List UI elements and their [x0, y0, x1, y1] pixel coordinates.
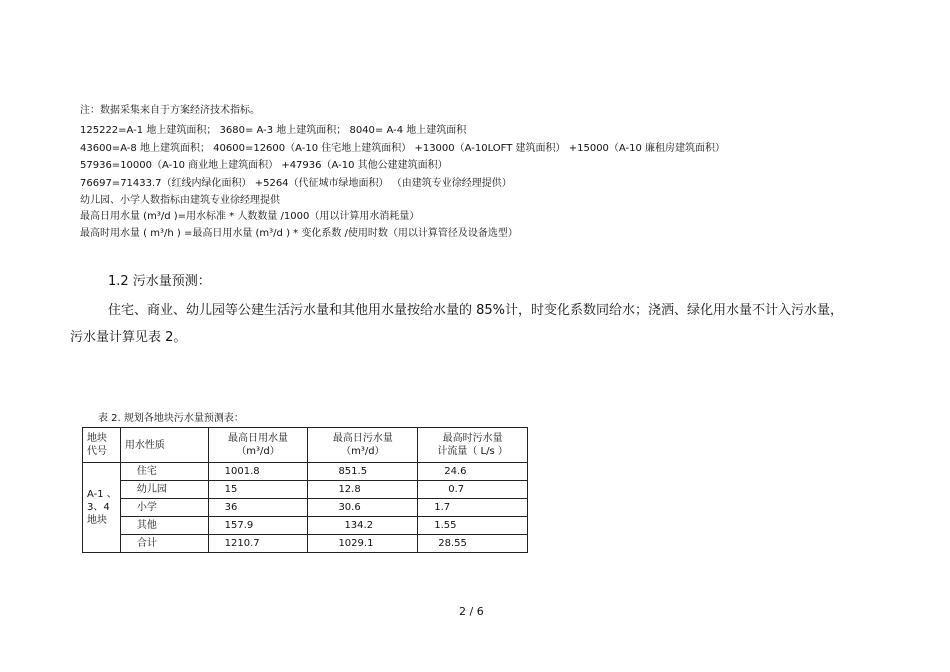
- note-line-8: 最高时用水量 ( m³/h ) =最高日用水量 (m³/d ) * 变化系数 /使用时数（用以计算管径及设备选型）: [80, 228, 518, 239]
- table-cell: 1210.7: [208, 535, 308, 553]
- table-row: [83, 517, 528, 535]
- block-code-line-3: 地块: [87, 515, 107, 526]
- note-line-4: 57936=10000（A-10 商业地上建筑面积） +47936（A-10 其他公建建筑面积）: [80, 160, 448, 171]
- header-max-daily-sewage-line-1: 最高日污水量: [332, 433, 393, 444]
- header-max-daily-water-line-1: 最高日用水量: [228, 433, 289, 444]
- note-line-1: 注：数据采集来自于方案经济技术指标。: [80, 105, 260, 116]
- table-cell: 30.6: [308, 499, 418, 517]
- block-code-cell: [83, 463, 121, 553]
- table-cell: 0.7: [418, 481, 528, 499]
- table-cell: 1001.8: [208, 463, 308, 481]
- table-cell: 24.6: [418, 463, 528, 481]
- table-cell: 134.2: [308, 517, 418, 535]
- header-block-code: [83, 428, 121, 463]
- table-cell: 851.5: [308, 463, 418, 481]
- table-cell: 幼儿园: [120, 481, 208, 499]
- page-number: 2 / 6: [459, 605, 484, 618]
- header-max-hourly-sewage: [418, 428, 528, 463]
- table-row: [83, 499, 528, 517]
- table-cell: 1.7: [418, 499, 528, 517]
- header-max-daily-sewage: [308, 428, 418, 463]
- table-cell: 小学: [120, 499, 208, 517]
- header-water-use-type: 用水性质: [120, 428, 208, 463]
- note-line-5: 76697=71433.7（红线内绿化面积） +5264（代征城市绿地面积） （由建筑专业徐经理提供）: [80, 178, 512, 189]
- note-line-2: 125222=A-1 地上建筑面积； 3680= A-3 地上建筑面积； 8040= A-4 地上建筑面积: [80, 125, 467, 136]
- section-heading: 1.2 污水量预测：: [108, 274, 211, 289]
- table-row: [83, 463, 528, 481]
- header-max-daily-sewage-line-2: （m³/d）: [341, 446, 385, 457]
- table-cell: 28.55: [418, 535, 528, 553]
- table-cell: 36: [208, 499, 308, 517]
- block-code-line-1: A-1 、: [87, 489, 117, 500]
- table-cell: 15: [208, 481, 308, 499]
- table-cell: 合计: [120, 535, 208, 553]
- header-block-code-line-1: 地块: [87, 433, 107, 444]
- table-row: [83, 481, 528, 499]
- header-max-hourly-sewage-line-2: 计流量（ L/s ）: [437, 446, 508, 457]
- header-max-daily-water-line-2: （m³/d）: [236, 446, 280, 457]
- section-paragraph-line-2: 污水量计算见表 2。: [70, 330, 187, 345]
- header-max-hourly-sewage-line-1: 最高时污水量: [442, 433, 503, 444]
- note-line-7: 最高日用水量 (m³/d )=用水标准 * 人数数量 /1000（用以计算用水消耗量）: [80, 211, 420, 222]
- header-block-code-line-2: 代号: [87, 446, 107, 457]
- header-max-daily-water: [208, 428, 308, 463]
- sewage-prediction-table: [82, 427, 528, 553]
- table-cell: 1029.1: [308, 535, 418, 553]
- table-cell: 12.8: [308, 481, 418, 499]
- table-caption: 表 2. 规划各地块污水量预测表：: [98, 413, 244, 424]
- table-row: [83, 535, 528, 553]
- table-header-row: [83, 428, 528, 463]
- note-line-6: 幼儿园、小学人数指标由建筑专业徐经理提供: [80, 195, 280, 206]
- table-cell: 1.55: [418, 517, 528, 535]
- table-cell: 其他: [120, 517, 208, 535]
- section-paragraph-line-1: 住宅、商业、幼儿园等公建生活污水量和其他用水量按给水量的 85%计，时变化系数同给水；浇洒、绿化用水量不计入污水量，: [108, 303, 844, 318]
- table-cell: 157.9: [208, 517, 308, 535]
- table-cell: 住宅: [120, 463, 208, 481]
- block-code-line-2: 3、4: [87, 502, 110, 513]
- note-line-3: 43600=A-8 地上建筑面积； 40600=12600（A-10 住宅地上建筑面积） +13000（A-10LOFT 建筑面积） +15000（A-10 廉租房建筑面积）: [80, 143, 726, 154]
